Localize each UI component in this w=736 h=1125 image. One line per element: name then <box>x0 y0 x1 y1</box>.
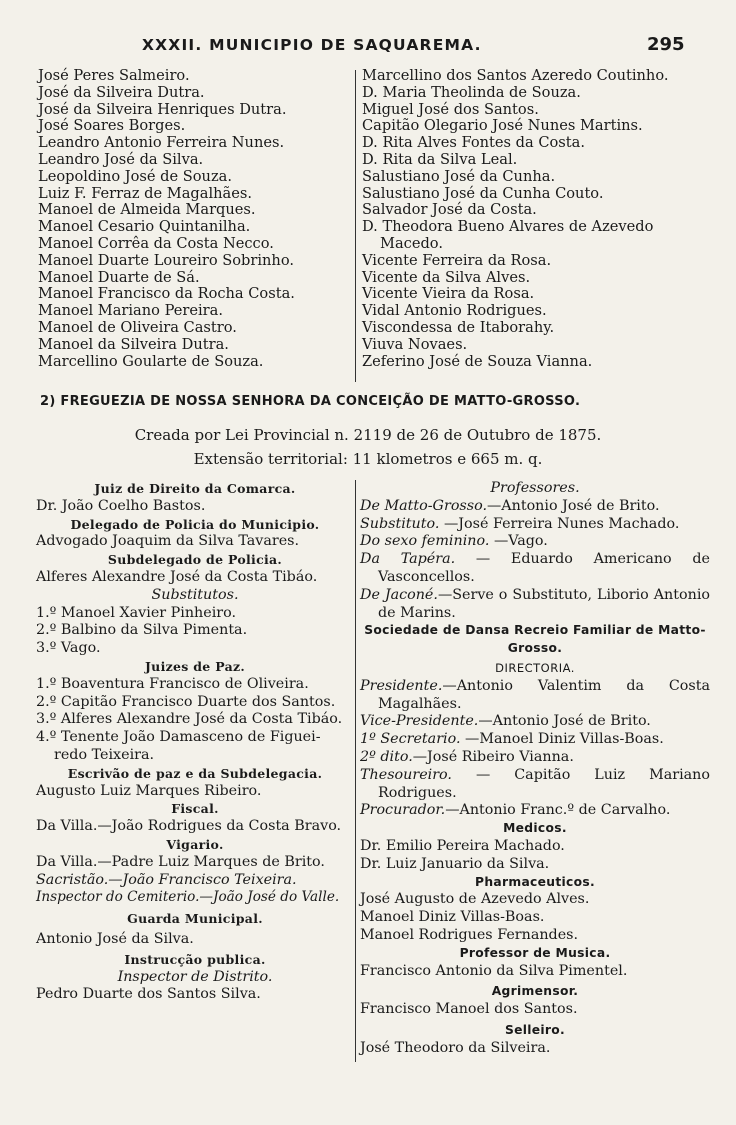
entry-text: —Vago. <box>489 533 548 550</box>
list-item: Manoel Rodrigues Fernandes. <box>360 926 579 943</box>
list-item: Capitão Olegario José Nunes Martins. <box>362 117 643 135</box>
list-item <box>360 533 710 551</box>
list-item: Manoel Duarte de Sá. <box>38 268 200 286</box>
entry-text: —Antonio José de Brito. <box>487 497 660 514</box>
entry-label: Procurador. <box>360 802 446 819</box>
list-item: Leandro José da Silva. <box>38 150 204 168</box>
heading-fiscal: Fiscal. <box>171 801 219 817</box>
list-item <box>360 713 710 731</box>
list-item: 1.º Boaventura Francisco de Oliveira. <box>36 675 309 692</box>
list-item: Vicente da Silva Alves. <box>362 268 531 286</box>
list-item: Manoel Duarte Loureiro Sobrinho. <box>38 251 294 269</box>
names-list-left <box>38 68 350 370</box>
page-header <box>0 30 736 66</box>
entry-label: 2º dito. <box>360 748 413 765</box>
list-item: Viuva Novaes. <box>362 335 468 353</box>
heading-escrivao: Escrivão de paz e da Subdelegacia. <box>67 765 323 781</box>
list-item: Macedo. <box>380 234 443 252</box>
list-item <box>360 802 710 820</box>
heading-medicos: Medicos. <box>503 821 567 836</box>
entry-label: De Matto-Grosso. <box>360 497 487 514</box>
list-item: Leandro Antonio Ferreira Nunes. <box>38 134 285 152</box>
heading-substitutos: Substitutos. <box>151 586 239 603</box>
column-divider-bottom <box>355 480 356 1062</box>
page-title: XXXII. MUNICIPIO DE SAQUAREMA. <box>142 36 482 54</box>
list-item: Dr. Luiz Januario da Silva. <box>360 855 550 872</box>
heading-directoria: DIRECTORIA. <box>495 660 575 675</box>
heading-pharmaceuticos: Pharmaceuticos. <box>475 874 595 889</box>
entry-label: Vice-Presidente. <box>360 713 479 730</box>
list-item: Manoel Diniz Villas-Boas. <box>360 909 545 926</box>
list-item: Leopoldino José de Souza. <box>38 167 232 185</box>
list-item <box>360 678 710 714</box>
list-item: 4.º Tenente João Damasceno de Figuei- <box>36 729 321 746</box>
agrimensor: Francisco Manoel dos Santos. <box>360 1001 578 1018</box>
heading-juiz-direito: Juiz de Direito da Comarca. <box>94 481 296 496</box>
subdelegado: Alferes Alexandre José da Costa Tibáo. <box>36 568 318 585</box>
list-item <box>360 551 710 587</box>
section-title: 2) FREGUEZIA DE NOSSA SENHORA DA CONCEIÇÃO DE MATTO-GROSSO. <box>40 394 581 409</box>
list-item: Manoel da Silveira Dutra. <box>38 335 229 353</box>
inspector: Pedro Duarte dos Santos Silva. <box>36 986 261 1003</box>
delegado: Advogado Joaquim da Silva Tavares. <box>36 533 300 550</box>
list-item: Inspector do Cemiterio.—João José do Valle. <box>36 889 340 906</box>
list-item: Miguel José dos Santos. <box>362 100 539 118</box>
entry-text: —Serve o Substituto, Liborio Antonio de Marins. <box>378 586 710 621</box>
list-item: Manoel Cesario Quintanilha. <box>38 218 251 236</box>
entry-text: —Antonio Franc.º de Carvalho. <box>445 802 671 819</box>
heading-juizes-paz: Juizes de Paz. <box>144 658 246 674</box>
directoria-list <box>360 678 710 820</box>
list-item: Luiz F. Ferraz de Magalhães. <box>38 184 252 202</box>
list-item: Viscondessa de Itaborahy. <box>362 318 555 336</box>
section-created: Creada por Lei Provincial n. 2119 de 26 de Outubro de 1875. <box>134 426 602 444</box>
guarda: Antonio José da Silva. <box>36 930 194 947</box>
heading-guarda: Guarda Municipal. <box>127 911 263 927</box>
column-divider-top <box>355 70 356 382</box>
heading-subdelegado: Subdelegado de Policia. <box>107 552 283 568</box>
list-item: Salustiano José da Cunha Couto. <box>362 184 604 202</box>
list-item: Salvador José da Costa. <box>362 201 537 219</box>
list-item <box>360 498 710 516</box>
heading-vigario: Vigario. <box>166 836 224 852</box>
juiz-direito: Dr. João Coelho Bastos. <box>36 497 206 514</box>
officials-column-right <box>360 480 710 1058</box>
list-item: D. Maria Theolinda de Souza. <box>362 83 581 101</box>
list-item: José Soares Borges. <box>38 117 186 135</box>
list-item <box>360 587 710 623</box>
list-item <box>360 516 710 534</box>
escrivao: Augusto Luiz Marques Ribeiro. <box>36 782 262 799</box>
list-item: Manoel de Oliveira Castro. <box>38 318 237 336</box>
entry-text: —Antonio Valentim da Costa Magalhães. <box>378 677 710 712</box>
list-item: Vidal Antonio Rodrigues. <box>362 302 547 320</box>
list-item: redo Teixeira. <box>54 746 155 763</box>
selleiro: José Theodoro da Silveira. <box>360 1039 551 1056</box>
list-item: 3.º Alferes Alexandre José da Costa Tibáo. <box>36 711 343 728</box>
list-item: Da Villa.—Padre Luiz Marques de Brito. <box>36 853 325 870</box>
list-item: Marcellino Goularte de Souza. <box>38 352 264 370</box>
list-item: 2.º Capitão Francisco Duarte dos Santos. <box>36 693 336 710</box>
list-item: Vicente Vieira da Rosa. <box>362 285 535 303</box>
entry-label: De Jaconé. <box>360 586 438 603</box>
list-item: D. Rita da Silva Leal. <box>362 150 518 168</box>
list-item: D. Rita Alves Fontes da Costa. <box>362 134 586 152</box>
list-item: José Augusto de Azevedo Alves. <box>360 891 590 908</box>
list-item: José da Silveira Henriques Dutra. <box>38 100 287 118</box>
fiscal: Da Villa.—João Rodrigues da Costa Bravo. <box>36 818 342 835</box>
entry-label: Do sexo feminino. <box>360 533 490 550</box>
list-item: José da Silveira Dutra. <box>38 83 205 101</box>
entry-text: —Antonio José de Brito. <box>478 713 651 730</box>
section-extension: Extensão territorial: 11 klometros e 665 m. q. <box>193 450 543 468</box>
list-item: 3.º Vago. <box>36 640 101 657</box>
list-item: Sacristão.—João Francisco Teixeira. <box>36 871 297 888</box>
entry-text: —José Ribeiro Vianna. <box>412 748 574 765</box>
page-number: 295 <box>647 34 685 55</box>
entry-label: Thesoureiro. <box>360 766 452 783</box>
entry-text: —José Ferreira Nunes Machado. <box>439 515 680 532</box>
list-item: Zeferino José de Souza Vianna. <box>362 352 593 370</box>
entry-text: —Manoel Diniz Villas-Boas. <box>460 731 664 748</box>
heading-instrucao: Instrucção publica. <box>124 951 266 967</box>
professor-musica: Francisco Antonio da Silva Pimentel. <box>360 962 628 979</box>
entry-text: — Eduardo Americano de Vasconcellos. <box>378 551 710 585</box>
list-item: 2.º Balbino da Silva Pimenta. <box>36 622 248 639</box>
professores-list <box>360 498 710 623</box>
entry-label: Da Tapéra. <box>360 551 456 568</box>
list-item: Manoel Mariano Pereira. <box>38 302 223 320</box>
heading-professores: Professores. <box>490 480 580 496</box>
list-item: Vicente Ferreira da Rosa. <box>362 251 552 269</box>
names-list-right <box>362 68 712 370</box>
entry-label: Substituto. <box>360 515 440 532</box>
heading-selleiro: Selleiro. <box>504 1022 566 1037</box>
list-item: José Peres Salmeiro. <box>38 67 190 84</box>
entry-text: — Capitão Luiz Mariano Rodrigues. <box>378 766 710 801</box>
officials-column-left <box>36 480 354 1004</box>
list-item: Manoel de Almeida Marques. <box>38 201 256 219</box>
list-item: 1.º Manoel Xavier Pinheiro. <box>36 604 237 621</box>
entry-label: Presidente. <box>360 677 443 694</box>
entry-label: 1º Secretario. <box>360 731 461 748</box>
list-item: Dr. Emilio Pereira Machado. <box>360 837 565 854</box>
heading-musica: Professor de Musica. <box>459 945 611 960</box>
list-item <box>360 767 710 803</box>
list-item: Salustiano José da Cunha. <box>362 167 556 185</box>
heading-agrimensor: Agrimensor. <box>491 984 579 999</box>
heading-delegado: Delegado de Policia do Municipio. <box>70 516 320 532</box>
heading-sociedade: Sociedade de Dansa Recreio Familiar de Matto-Grosso. <box>364 623 706 656</box>
list-item: Manoel Francisco da Rocha Costa. <box>38 285 295 303</box>
list-item: D. Theodora Bueno Alvares de Azevedo <box>362 218 654 236</box>
list-item <box>360 731 710 749</box>
list-item: Marcellino dos Santos Azeredo Coutinho. <box>362 67 669 84</box>
list-item <box>360 749 710 767</box>
list-item: Manoel Corrêa da Costa Necco. <box>38 234 274 252</box>
heading-inspector: Inspector de Distrito. <box>117 968 273 985</box>
